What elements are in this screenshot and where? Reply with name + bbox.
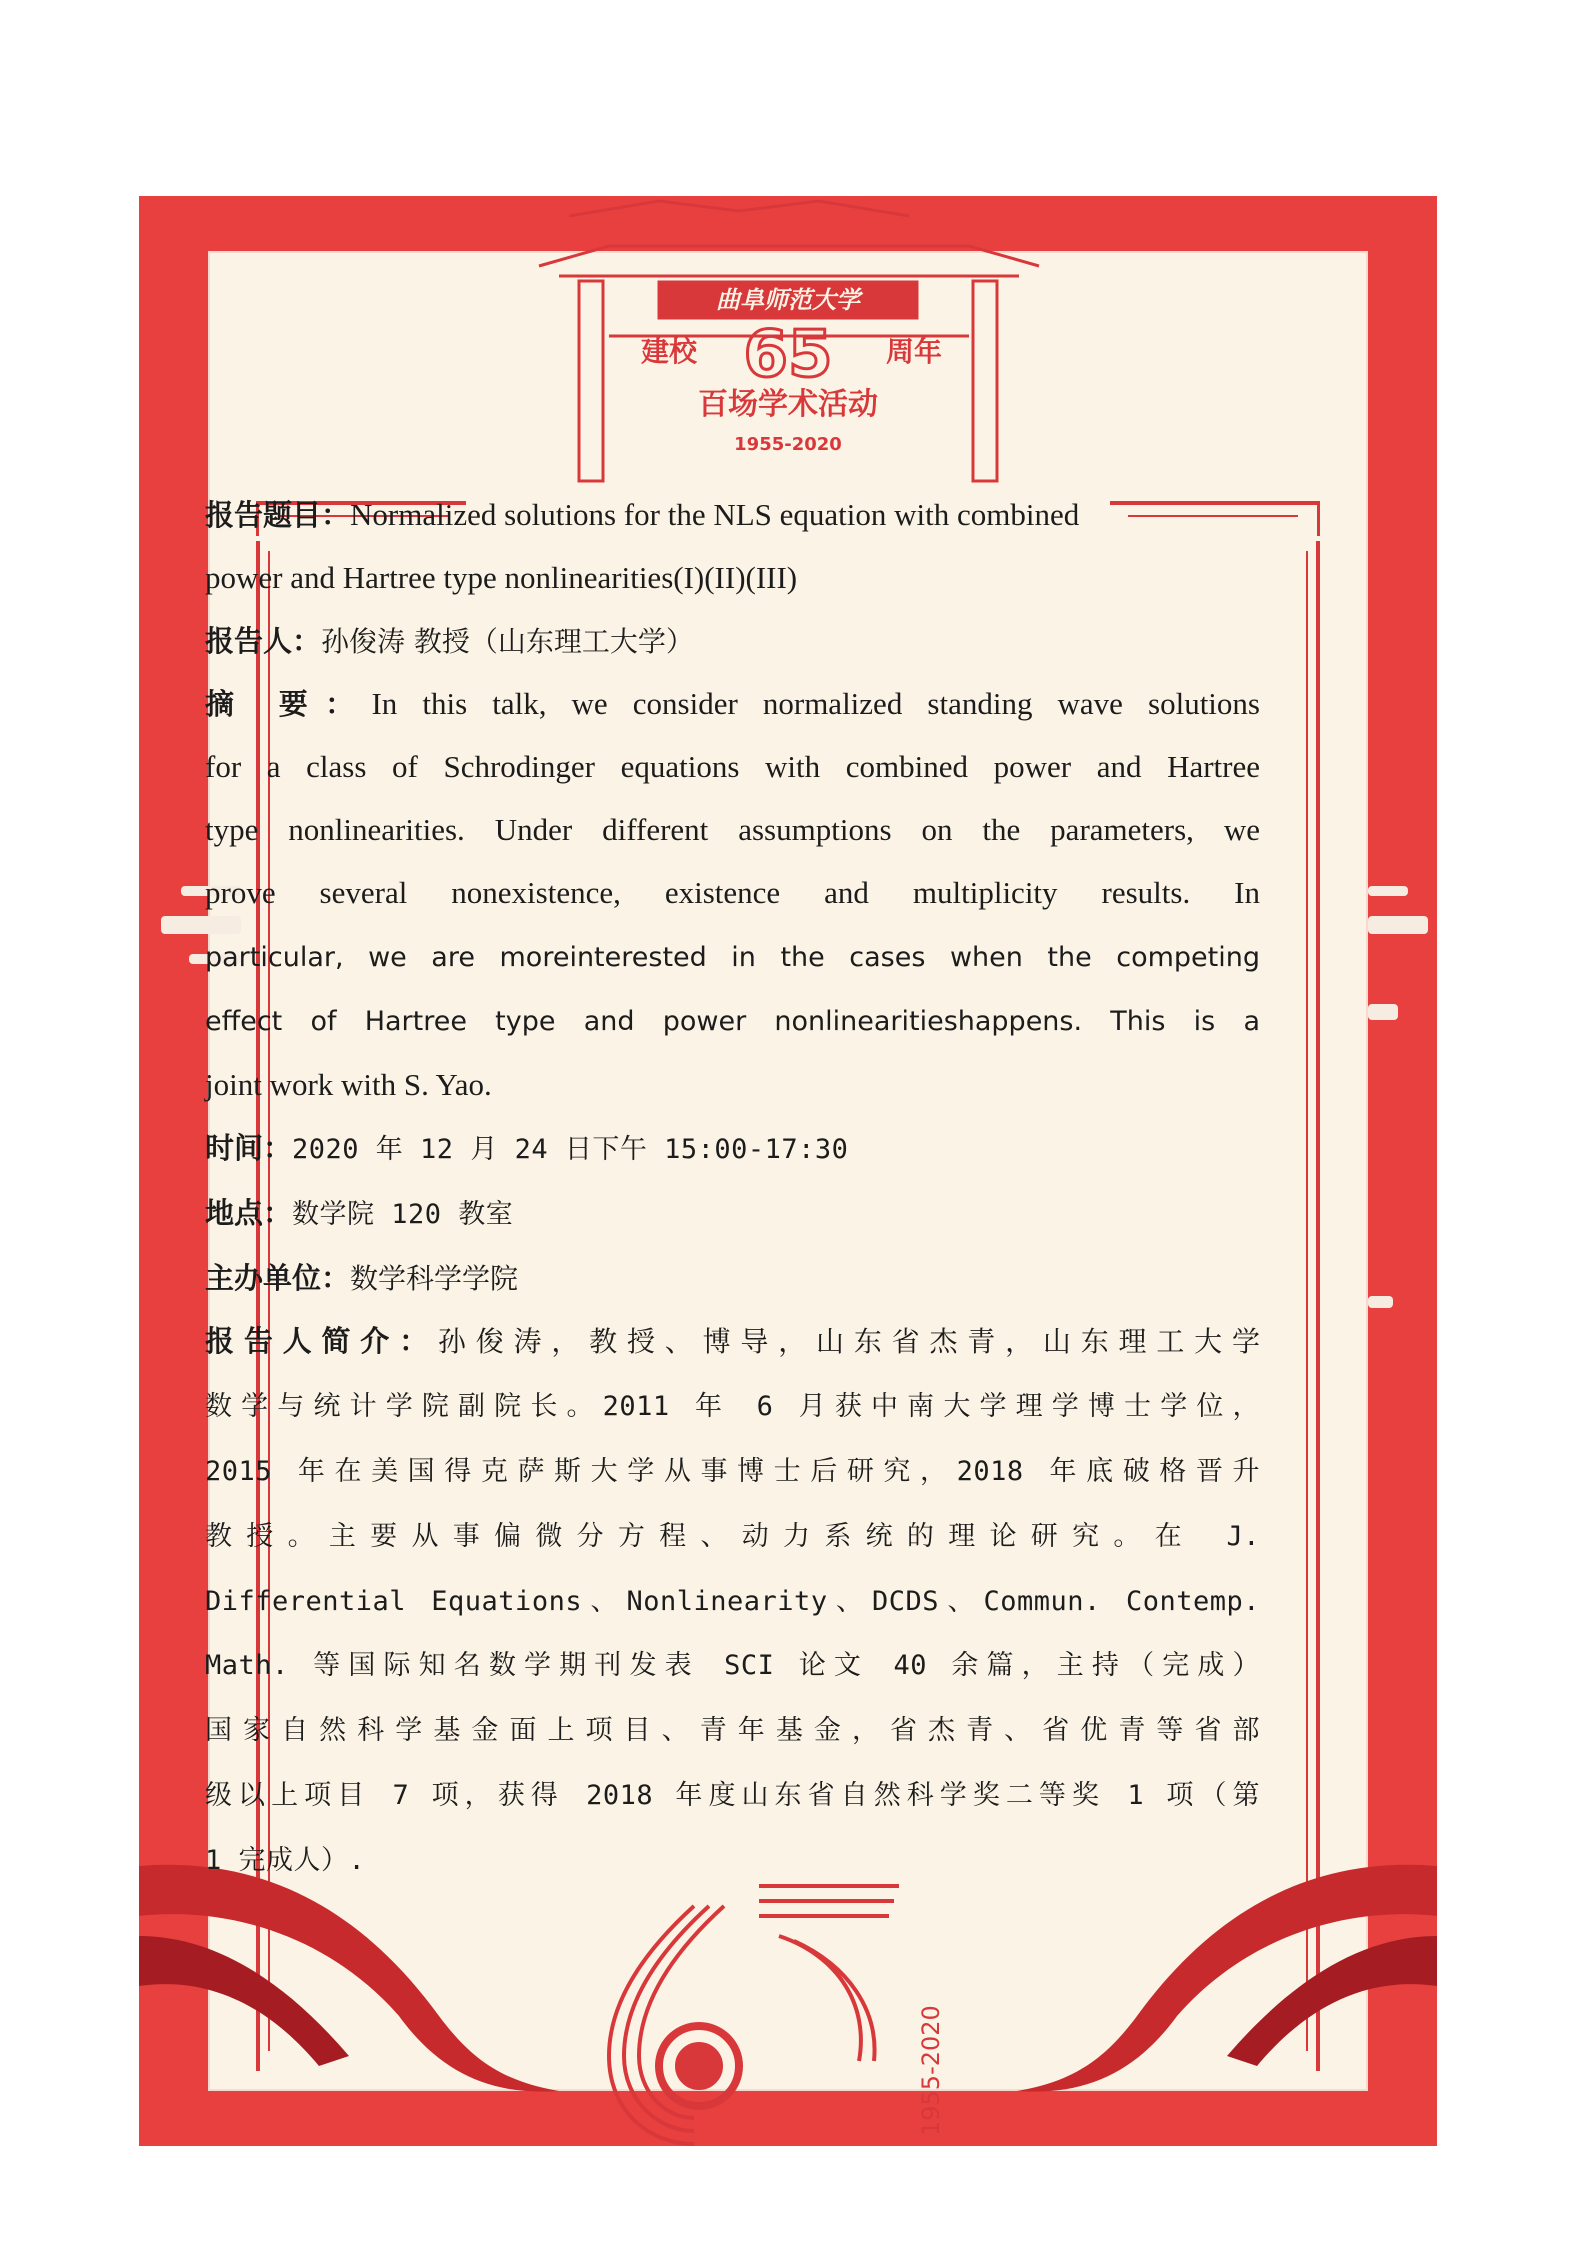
abstract-text-1: In this talk, we consider normalized standing wave solutions: [371, 686, 1260, 722]
university-name-logo: 曲阜师范大学: [716, 285, 860, 314]
abstract-text-3: type nonlinearities. Under different assumptions on the parameters, we: [205, 811, 1260, 847]
bio-line-3: [205, 1439, 1260, 1504]
side-bar-right-1: [1368, 886, 1408, 896]
abstract-line-6: [205, 989, 1260, 1054]
abstract-text-4: prove several nonexistence, existence and multiplicity results. In: [205, 874, 1260, 910]
time-line: [205, 1117, 1260, 1182]
bio-text-9: 1 完成人）.: [205, 1844, 366, 1876]
bio-text-1: 孙俊涛，教授、博导，山东省杰青，山东理工大学: [437, 1325, 1260, 1359]
host-label: 主办单位：: [205, 1260, 351, 1295]
bio-text-8: 级以上项目 7 项，获得 2018 年度山东省自然科学奖二等奖 1 项（第: [205, 1779, 1260, 1811]
bio-line-2: [205, 1374, 1260, 1439]
abstract-line-2: [205, 736, 1260, 799]
abstract-line-4: [205, 862, 1260, 925]
bio-text-7: 国家自然科学基金面上项目、青年基金，省杰青、省优青等省部: [205, 1715, 1260, 1747]
host-line: [205, 1247, 1260, 1311]
time-label: 时间：: [205, 1130, 293, 1165]
logo-years: 1955-2020: [917, 2005, 945, 2136]
title-text-1: Normalized solutions for the NLS equation with combined: [350, 497, 1080, 532]
abstract-label: 摘 要：: [205, 687, 372, 722]
bio-line-4: [205, 1504, 1260, 1569]
side-bar-right-2: [1368, 916, 1428, 934]
bio-line-5: [205, 1569, 1260, 1634]
frame-right-outer: [1316, 541, 1320, 2071]
speaker-value: 孙俊涛 教授（山东理工大学）: [321, 624, 694, 658]
speaker-label: 报告人：: [205, 623, 322, 658]
university-gate-emblem: [139, 196, 1437, 496]
bio-line-7: [205, 1698, 1260, 1763]
bio-label: 报告人简介：: [205, 1324, 438, 1359]
bio-line-1: [205, 1310, 1260, 1374]
abstract-text-6: effect of Hartree type and power nonlinearitieshappens. This is a: [205, 1006, 1260, 1038]
anniversary-suffix: 周年: [885, 335, 943, 368]
place-line: [205, 1182, 1260, 1247]
bio-line-8: [205, 1763, 1260, 1828]
bio-text-3: 2015 年在美国得克萨斯大学从事博士后研究，2018 年底破格晋升: [205, 1455, 1260, 1487]
time-value: 2020 年 12 月 24 日下午 15:00-17:30: [292, 1133, 849, 1165]
bio-line-6: [205, 1633, 1260, 1698]
frame-corner-tr: [1285, 501, 1320, 536]
abstract-line-3: [205, 799, 1260, 862]
abstract-line-7: [205, 1054, 1260, 1117]
side-bar-right-3: [1368, 1004, 1398, 1020]
report-title-line-2: [205, 547, 1260, 610]
speaker-line: [205, 610, 1260, 674]
abstract-line-1: [205, 673, 1260, 736]
abstract-text-5: particular, we are moreinterested in the cases when the competing: [205, 941, 1260, 973]
report-content: [205, 484, 1260, 1893]
anniversary-number: 65: [743, 318, 833, 392]
abstract-text-7: joint work with S. Yao.: [205, 1067, 492, 1103]
place-value: 数学院 120 教室: [292, 1198, 514, 1230]
bio-line-9: [205, 1828, 1260, 1893]
years-label: 1955-2020: [734, 434, 842, 455]
place-label: 地点：: [205, 1195, 293, 1230]
bio-text-6: Math. 等国际知名数学期刊发表 SCI 论文 40 余篇，主持（完成）: [205, 1650, 1260, 1682]
abstract-line-5: [205, 925, 1260, 990]
series-title: 百场学术活动: [698, 387, 878, 422]
anniversary-65-logo: [609, 1886, 899, 2144]
frame-right-inner: [1306, 551, 1308, 2051]
report-title-line: [205, 484, 1260, 547]
title-label: 报告题目：: [205, 498, 351, 532]
bio-text-2: 数学与统计学院副院长。2011 年 6 月获中南大学理学博士学位，: [205, 1391, 1260, 1423]
abstract-text-2: for a class of Schrodinger equations with combined power and Hartree: [205, 749, 1260, 785]
side-bar-right-4: [1368, 1296, 1393, 1308]
bio-text-4: 教授。主要从事偏微分方程、动力系统的理论研究。在 J.: [205, 1520, 1260, 1552]
title-text-2: power and Hartree type nonlinearities(I)(II)(III): [205, 559, 798, 595]
anniversary-prefix: 建校: [640, 335, 698, 368]
bio-text-5: Differential Equations、Nonlinearity、DCDS、Commun. Contemp.: [205, 1585, 1260, 1617]
host-value: 数学科学学院: [350, 1261, 519, 1295]
